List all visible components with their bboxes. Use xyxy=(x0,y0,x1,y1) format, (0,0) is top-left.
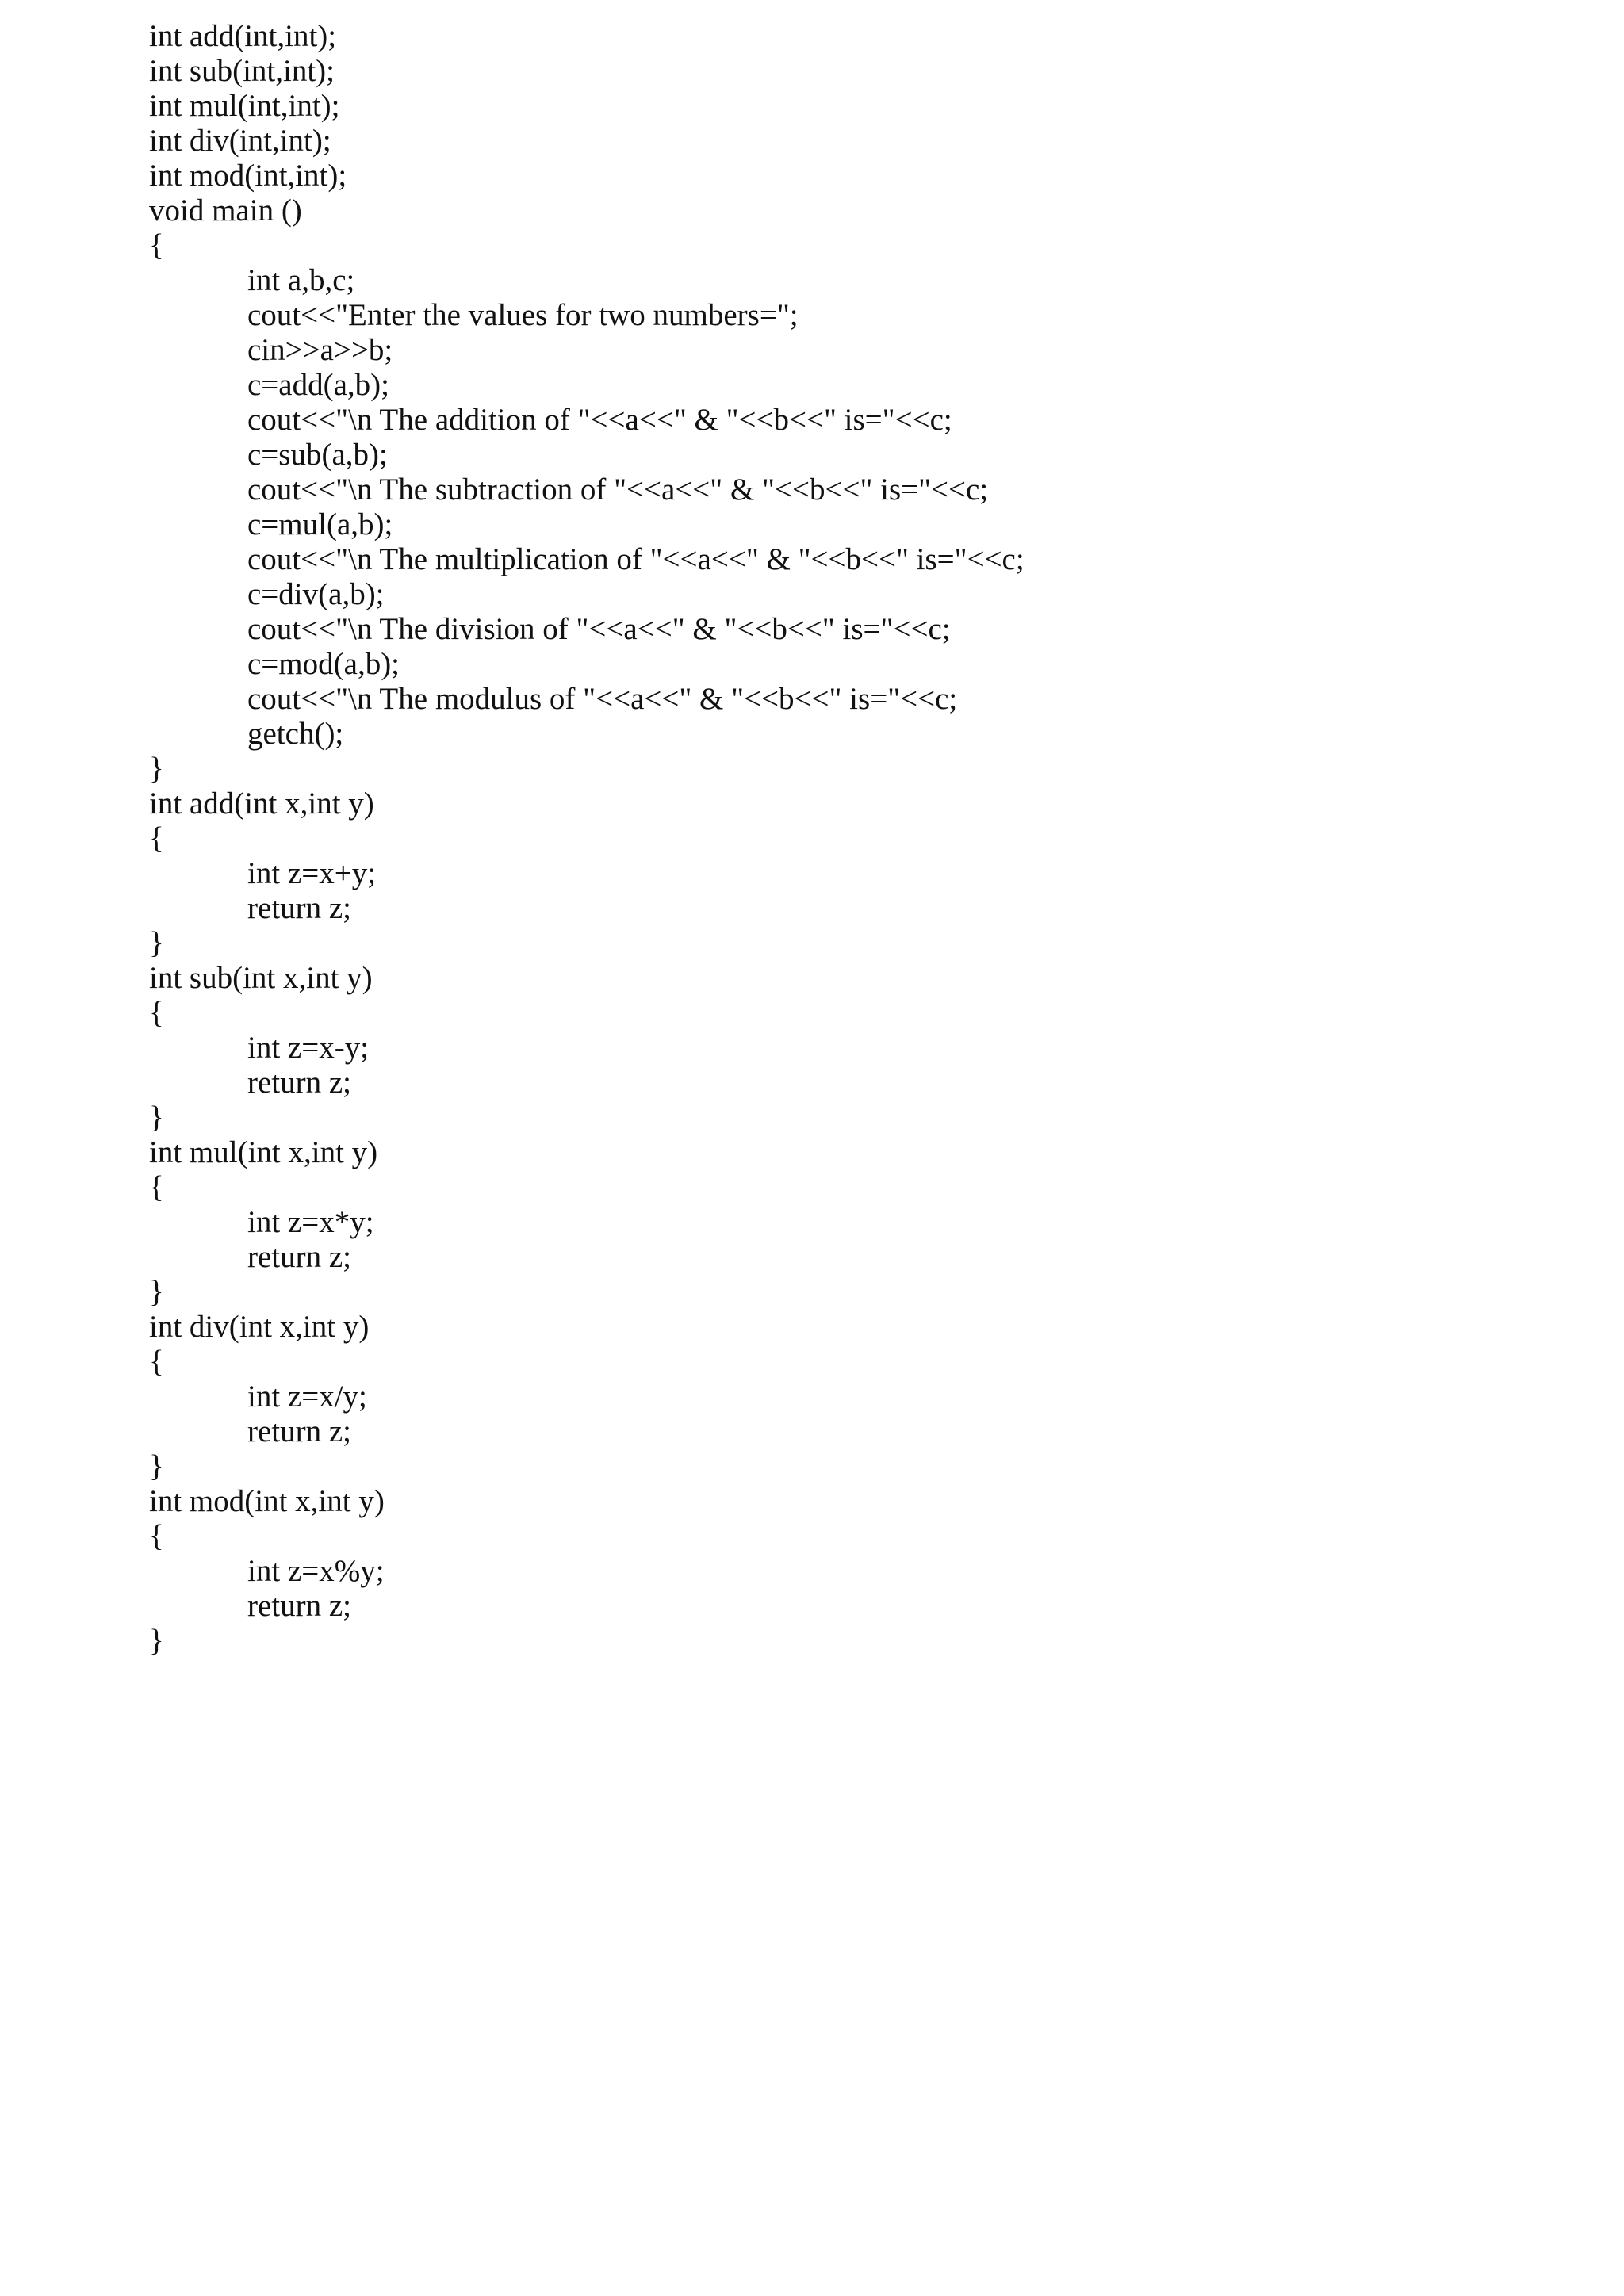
code-line: { xyxy=(149,1345,164,1379)
code-line: int z=x*y; xyxy=(247,1205,374,1239)
code-line: { xyxy=(149,1519,164,1553)
code-line: } xyxy=(149,1100,164,1135)
code-line: cout<<"\n The multiplication of "<<a<<" & "<<b<<" is="<<c; xyxy=(247,542,1025,576)
code-line: return z; xyxy=(247,1240,352,1274)
code-line: } xyxy=(149,926,164,960)
code-line: cout<<"\n The addition of "<<a<<" & "<<b<<" is="<<c; xyxy=(247,403,952,437)
code-line: { xyxy=(149,996,164,1030)
code-line: cout<<"\n The division of "<<a<<" & "<<b<<" is="<<c; xyxy=(247,612,951,646)
code-line: int mul(int,int); xyxy=(149,89,340,123)
code-line: getch(); xyxy=(247,717,344,751)
code-line: } xyxy=(149,1624,164,1658)
code-line: c=mul(a,b); xyxy=(247,507,393,541)
code-line: int mod(int,int); xyxy=(149,159,347,193)
code-line: int sub(int,int); xyxy=(149,54,335,88)
code-line: cin>>a>>b; xyxy=(247,333,393,367)
code-line: int a,b,c; xyxy=(247,263,355,297)
code-line: int add(int,int); xyxy=(149,19,337,53)
code-line: int div(int,int); xyxy=(149,124,331,158)
code-line: cout<<"Enter the values for two numbers="; xyxy=(247,298,799,332)
code-line: int mul(int x,int y) xyxy=(149,1135,378,1169)
code-line: return z; xyxy=(247,1589,352,1623)
code-line: } xyxy=(149,752,164,786)
code-line: int z=x+y; xyxy=(247,856,377,890)
code-line: int add(int x,int y) xyxy=(149,786,374,821)
code-line: c=mod(a,b); xyxy=(247,647,400,681)
code-line: { xyxy=(149,1170,164,1204)
code-line: { xyxy=(149,228,164,262)
code-line: cout<<"\n The modulus of "<<a<<" & "<<b<<" is="<<c; xyxy=(247,682,958,716)
code-line: { xyxy=(149,821,164,855)
code-line: void main () xyxy=(149,193,302,228)
code-line: int z=x-y; xyxy=(247,1031,370,1065)
code-line: int mod(int x,int y) xyxy=(149,1484,385,1518)
code-line: return z; xyxy=(247,1414,352,1448)
code-line: c=sub(a,b); xyxy=(247,438,388,472)
code-line: cout<<"\n The subtraction of "<<a<<" & "<<b<<" is="<<c; xyxy=(247,473,989,507)
code-listing xyxy=(149,19,1025,1659)
code-line: int z=x/y; xyxy=(247,1380,367,1414)
code-line: int div(int x,int y) xyxy=(149,1310,370,1344)
code-line: return z; xyxy=(247,891,352,925)
code-line: int z=x%y; xyxy=(247,1554,385,1588)
code-line: } xyxy=(149,1275,164,1309)
code-line: } xyxy=(149,1449,164,1483)
code-line: int sub(int x,int y) xyxy=(149,961,373,995)
code-line: c=div(a,b); xyxy=(247,577,385,611)
code-line: c=add(a,b); xyxy=(247,368,389,402)
code-line: return z; xyxy=(247,1066,352,1100)
